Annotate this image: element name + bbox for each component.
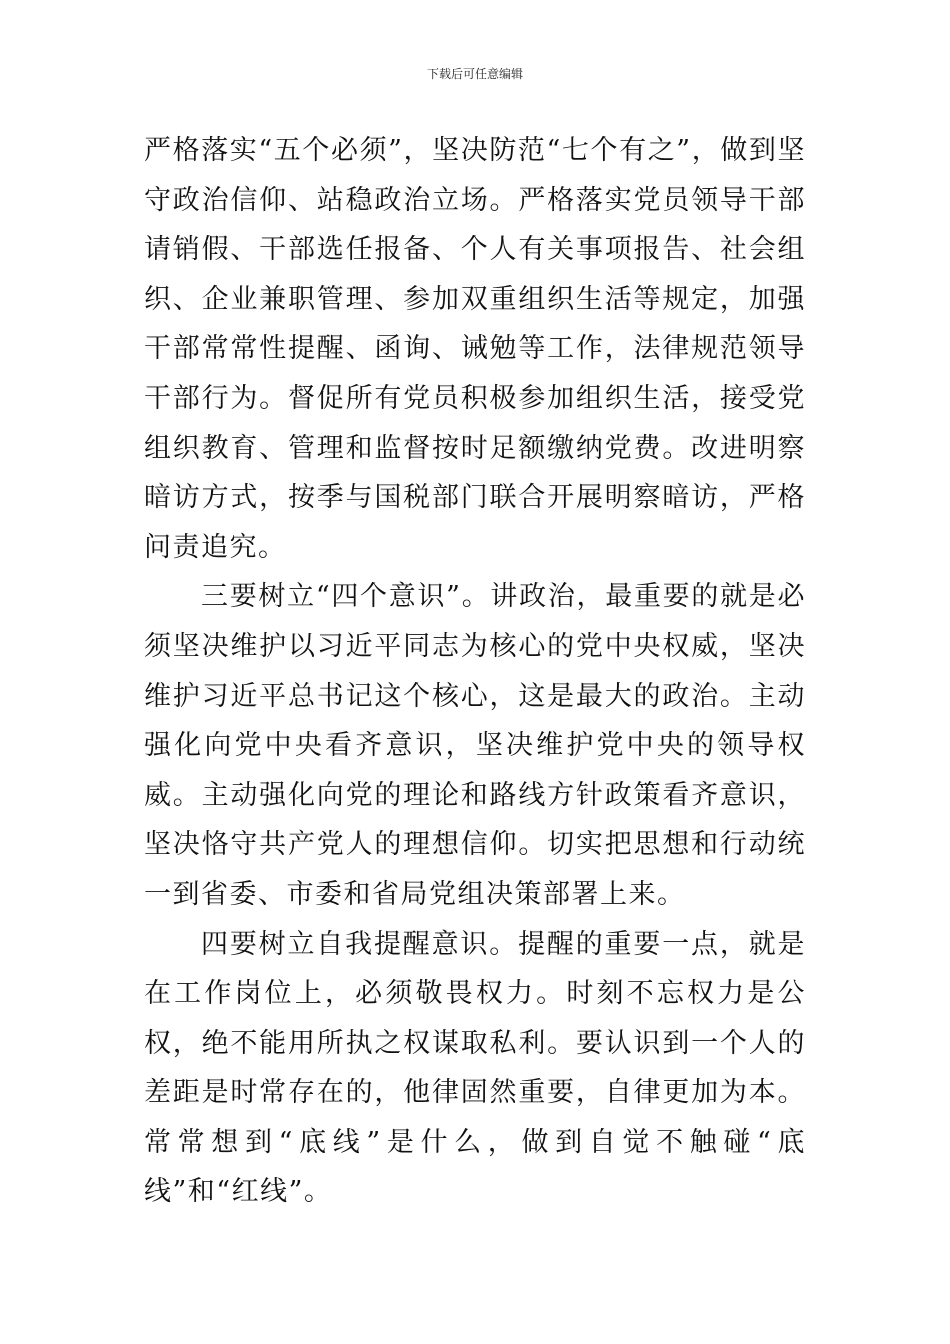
paragraph-2: 三要树立“四个意识”。讲政治，最重要的就是必须坚决维护以习近平同志为核心的党中央权威，坚决维护习近平总书记这个核心，这是最大的政治。主动强化向党中央看齐意识，坚决维护党中央的领导权威。主动强化向党的理论和路线方针政策看齐意识，坚决恪守共产党人的理想信仰。切实把思想和行动统一到省委、市委和省局党组决策部署上来。 <box>144 581 806 910</box>
page-header: 下载后可任意编辑 <box>426 67 523 81</box>
paragraph-1: 严格落实“五个必须”，坚决防范“七个有之”，做到坚守政治信仰、站稳政治立场。严格落实党员领导干部请销假、干部选任报备、个人有关事项报告、社会组织、企业兼职管理、参加双重组织生活等规定，加强干部常常性提醒、函询、诫勉等工作，法律规范领导干部行为。督促所有党员积极参加组织生活，接受党组织教育、管理和监督按时足额缴纳党费。改进明察暗访方式，按季与国税部门联合开展明察暗访，严格问责追究。 <box>144 135 806 563</box>
paragraph-3: 四要树立自我提醒意识。提醒的重要一点，就是在工作岗位上，必须敬畏权力。时刻不忘权力是公权，绝不能用所执之权谋取私利。要认识到一个人的差距是时常存在的，他律固然重要，自律更加为本。常常想到“底线”是什么，做到自觉不触碰“底线”和“红线”。 <box>144 928 806 1208</box>
document-body <box>144 126 806 1217</box>
